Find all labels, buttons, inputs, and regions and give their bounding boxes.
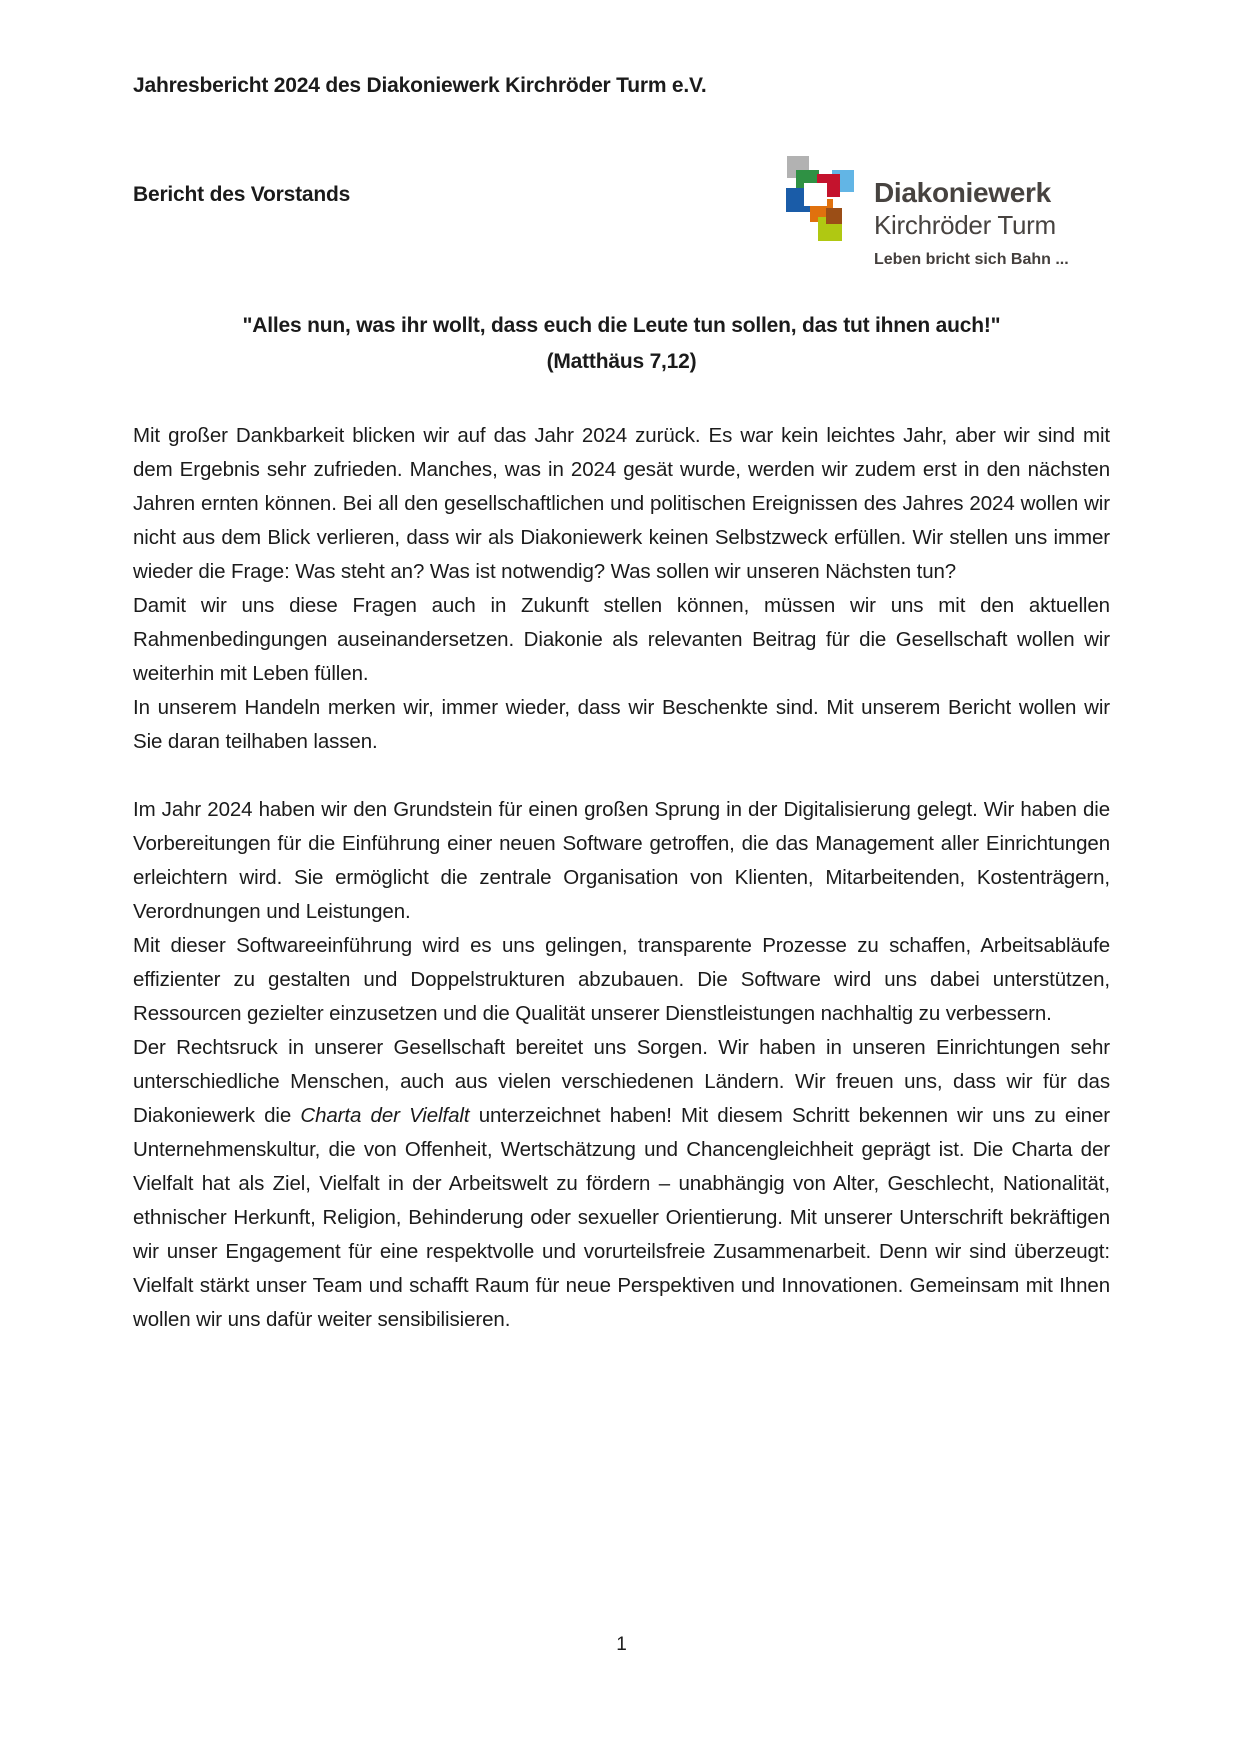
- bible-quote-reference: (Matthäus 7,12): [546, 350, 697, 373]
- bible-quote: [133, 308, 1110, 380]
- document-title: Jahresbericht 2024 des Diakoniewerk Kirchröder Turm e.V.: [133, 74, 707, 97]
- paragraph-3: In unserem Handeln merken wir, immer wieder, dass wir Beschenkte sind. Mit unserem Bericht wollen wir Sie daran teilhaben lassen.: [133, 696, 1110, 753]
- section-heading: Bericht des Vorstands: [133, 183, 351, 206]
- logo-org-subname: Kirchröder Turm: [874, 210, 1056, 240]
- paragraph-6-text-continued: unterzeichnet haben! Mit diesem Schritt bekennen wir uns zu einer Unternehmenskultur, die von Offenheit, Wertschätzung und Chancengleichheit geprägt ist. Die Charta der Vielfalt hat als Ziel, Vielfalt in der Arbeitswelt zu fördern – unabhängig von Alter, Geschlecht, Nationalität, ethnischer Herkunft, Religion, Behinderung oder sexueller Orientierung. Mit unserer Unterschrift bekräftigen wir unser Engagement für eine respektvolle und vorurteilsfreie Zusammenarbeit. Denn wir sind überzeugt: Vielfalt stärkt unser Team und schafft Raum für neue Perspektiven und Innovationen. Gemeinsam mit Ihnen wollen wir uns dafür weiter sensibilisieren.: [133, 1104, 1110, 1331]
- report-body: [133, 419, 1110, 1337]
- logo-square-white-icon: [804, 183, 827, 206]
- logo-tagline: Leben bricht sich Bahn ...: [874, 251, 1069, 268]
- paragraph-4: Im Jahr 2024 haben wir den Grundstein für einen großen Sprung in der Digitalisierung gelegt. Wir haben die Vorbereitungen für die Einführung einer neuen Software getroffen, die das Management aller Einrichtungen erleichtern wird. Sie ermöglicht die zentrale Organisation von Klienten, Mitarbeitenden, Kostenträgern, Verordnungen und Leistungen.: [133, 798, 1110, 923]
- paragraph-6-text: Der Rechtsruck in unserer Gesellschaft bereitet uns Sorgen. Wir haben in unseren Einrichtungen sehr unterschiedliche Menschen, auch aus vielen verschiedenen Ländern. Wir freuen uns, dass wir für das Diakoniewerk die: [133, 1036, 1110, 1127]
- bible-quote-text: "Alles nun, was ihr wollt, dass euch die Leute tun sollen, das tut ihnen auch!": [242, 314, 1001, 337]
- logo-org-name: Diakoniewerk: [874, 177, 1051, 208]
- paragraph-2: Damit wir uns diese Fragen auch in Zukunft stellen können, müssen wir uns mit den aktuellen Rahmenbedingungen auseinandersetzen. Diakonie als relevanten Beitrag für die Gesellschaft wollen wir weiterhin mit Leben füllen.: [133, 594, 1110, 685]
- charta-der-vielfalt-italic: Charta der Vielfalt: [300, 1104, 470, 1127]
- paragraph-5: Mit dieser Softwareeinführung wird es uns gelingen, transparente Prozesse zu schaffen, Arbeitsabläufe effizienter zu gestalten und Doppelstrukturen abzubauen. Die Software wird uns dabei unterstützen, Ressourcen gezielter einzusetzen und die Qualität unserer Dienstleistungen nachhaltig zu verbessern.: [133, 934, 1110, 1025]
- logo-mark-icon: [786, 155, 858, 245]
- diakoniewerk-logo: [786, 155, 1069, 269]
- logo-text: [874, 179, 1069, 269]
- paragraph-1: Mit großer Dankbarkeit blicken wir auf das Jahr 2024 zurück. Es war kein leichtes Jahr, aber wir sind mit dem Ergebnis sehr zufrieden. Manches, was in 2024 gesät wurde, werden wir zudem erst in den nächsten Jahren ernten können. Bei all den gesellschaftlichen und politischen Ereignissen des Jahres 2024 wollen wir nicht aus dem Blick verlieren, dass wir als Diakoniewerk keinen Selbstzweck erfüllen. Wir stellen uns immer wieder die Frage: Was steht an? Was ist notwendig? Was sollen wir unseren Nächsten tun?: [133, 424, 1110, 583]
- paragraph-6: [133, 1031, 1110, 1337]
- logo-square-brown-icon: [826, 208, 842, 224]
- page-number: 1: [616, 1634, 627, 1655]
